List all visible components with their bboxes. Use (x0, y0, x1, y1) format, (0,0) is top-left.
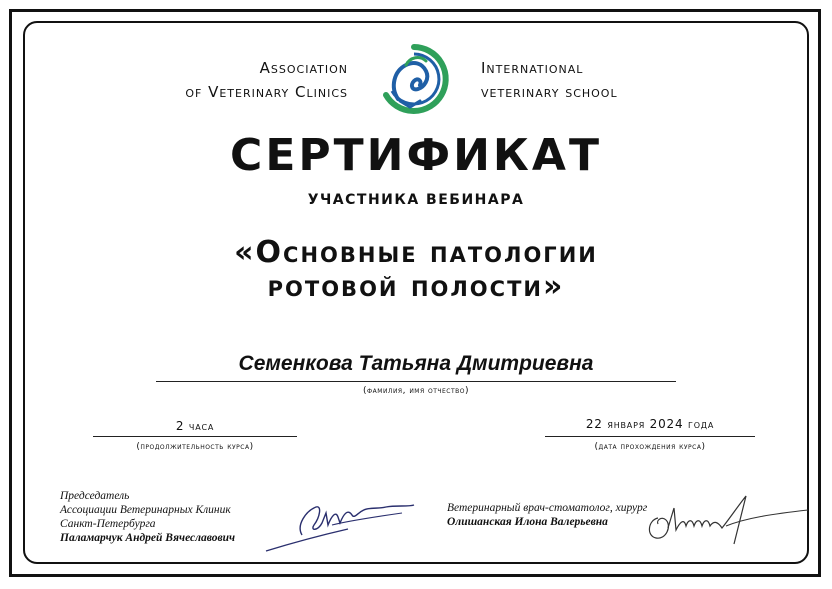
left-org-line2: of Veterinary Clinics (185, 83, 348, 101)
right-org-line1: International (481, 59, 584, 77)
right-signature-image (642, 488, 812, 550)
right-signatory-name: Олишанская Илона Валерьевна (447, 516, 608, 528)
date-caption: (дата прохождения курса) (594, 442, 706, 452)
duration-caption: (продолжительность курса) (136, 442, 254, 452)
left-signatory-name: Паламарчук Андрей Вячеславович (60, 532, 236, 544)
left-signatory-line1: Председатель (60, 490, 130, 502)
vet-logo-icon (376, 41, 452, 117)
right-organization (481, 56, 618, 104)
left-signatory-line2: Ассоциации Ветеринарных Клиник (60, 504, 231, 516)
topic-line1: «Основные патологии (234, 235, 598, 270)
participant-name: Семенкова Татьяна Дмитриевна (238, 352, 594, 375)
webinar-topic (0, 236, 832, 304)
right-signatory-line1: Ветеринарный врач-стоматолог, хирург (447, 502, 648, 514)
left-org-line1: Association (259, 59, 348, 77)
date-value: 22 января 2024 года (585, 417, 715, 431)
right-org-line2: veterinary school (481, 83, 618, 101)
topic-line2: ротовой полости» (267, 269, 565, 304)
date-underline (545, 436, 755, 437)
duration-value: 2 часа (175, 419, 215, 433)
certificate-subtitle: УЧАСТНИКА ВЕБИНАРА (307, 192, 525, 208)
left-signature-image (262, 495, 420, 557)
certificate-title: СЕРТИФИКАТ (230, 130, 602, 181)
left-signatory-line3: Санкт-Петербурга (60, 518, 156, 530)
left-signatory (60, 489, 290, 545)
name-caption: (фамилия, имя отчество) (362, 386, 470, 396)
left-organization (185, 56, 348, 104)
duration-underline (93, 436, 297, 437)
name-underline (156, 381, 676, 382)
